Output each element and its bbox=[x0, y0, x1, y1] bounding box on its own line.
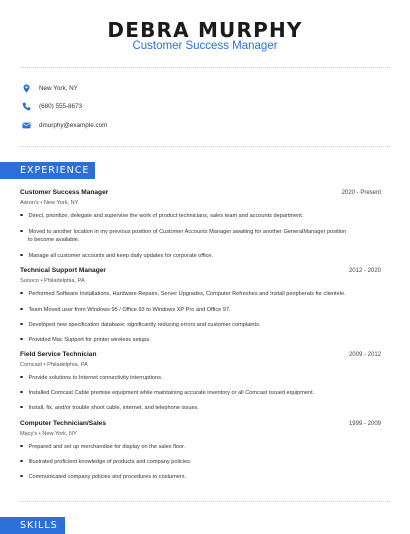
bullet-text: Direct, prioritize, delegate and supervise the work of product technicians, sales team and accounts department. bbox=[28, 213, 304, 219]
job-bullet bbox=[20, 290, 365, 299]
bullet-text: Communicated company policies and procedures to costumers. bbox=[28, 474, 187, 480]
candidate-name: DEBRA MURPHY bbox=[107, 18, 303, 42]
bullet-text: Installed Comcast Cable premise equipment while maintaining accurate inventory or all Comcast issued equipment. bbox=[28, 390, 315, 396]
bullet-text: Manage all customer accounts and keep daily updates for corporate office. bbox=[28, 253, 214, 259]
job-dates: 2020 - Present bbox=[341, 190, 381, 196]
bullet-text: Illustrated proficient knowledge of products and company policies. bbox=[28, 459, 192, 465]
bullet-text: Prepared and set up merchandise for display on the sales floor. bbox=[28, 444, 186, 450]
email-icon bbox=[22, 121, 31, 130]
job-dates: 2012 - 2020 bbox=[348, 268, 381, 274]
phone-text: (680) 555-8673 bbox=[39, 103, 83, 110]
job-bullet bbox=[20, 404, 365, 413]
contact-divider bbox=[20, 146, 390, 147]
email-text[interactable]: dmurphy@example.com bbox=[39, 122, 108, 129]
job-dates: 1999 - 2009 bbox=[348, 421, 381, 427]
candidate-title: Customer Success Manager bbox=[132, 40, 278, 52]
job-bullet-continuation: to become available. bbox=[28, 237, 80, 243]
location-text: New York, NY bbox=[39, 85, 78, 92]
job-bullet bbox=[20, 443, 365, 452]
job-bullet bbox=[20, 252, 365, 261]
contact-email[interactable] bbox=[22, 121, 107, 130]
contact-phone bbox=[22, 102, 82, 111]
job-title: Field Service Technician bbox=[20, 351, 97, 358]
experience-section-header: EXPERIENCE bbox=[0, 162, 95, 179]
job-bullet bbox=[20, 473, 365, 482]
job-title: Technical Support Manager bbox=[20, 267, 106, 274]
skills-section-header: SKILLS bbox=[0, 517, 65, 534]
job-company: Comcast • Philadelphia, PA bbox=[20, 362, 88, 368]
job-bullet bbox=[20, 336, 365, 345]
job-bullet bbox=[20, 374, 365, 383]
location-pin-icon bbox=[22, 84, 31, 93]
job-company: Macy's • New York, NY bbox=[20, 431, 77, 437]
bullet-text: Moved to another location in my previous position of Customer Accounts Manager awaiting for another GeneralManager position bbox=[28, 229, 347, 235]
bullet-text: Install, fix, and/or trouble shoot cable, internet, and telephone issues. bbox=[28, 405, 199, 411]
bullet-text: Performed Software Installations, Hardware Repairs, Server Upgrades, Computer Refreshes and Install peripherals for clientele. bbox=[28, 291, 346, 297]
job-bullet bbox=[20, 321, 365, 330]
bullet-text: Team Moved user from Windows 95 / Office 93 to Windows XP Pro and Office 97. bbox=[28, 307, 231, 313]
bullet-text: Provided Mac Support for printer wireless setups. bbox=[28, 337, 151, 343]
job-company: Sunoco • Philadelphia, PA bbox=[20, 278, 85, 284]
job-bullet bbox=[20, 306, 365, 315]
job-company: Aaron's • New York, NY bbox=[20, 200, 79, 206]
header-divider bbox=[20, 67, 390, 68]
contact-location bbox=[22, 84, 78, 93]
experience-divider bbox=[20, 501, 390, 502]
job-bullet bbox=[20, 389, 365, 398]
job-dates: 2009 - 2012 bbox=[348, 352, 381, 358]
job-bullet bbox=[20, 212, 365, 221]
phone-icon bbox=[22, 102, 31, 111]
bullet-text: Developed new specification database; significantly reducing errors and customer complaints. bbox=[28, 322, 261, 328]
job-title: Customer Success Manager bbox=[20, 189, 109, 196]
job-bullet bbox=[20, 458, 365, 467]
bullet-text: Provide solutions to Internet connectivity interruptions. bbox=[28, 375, 163, 381]
job-title: Computer Technician/Sales bbox=[20, 420, 106, 427]
